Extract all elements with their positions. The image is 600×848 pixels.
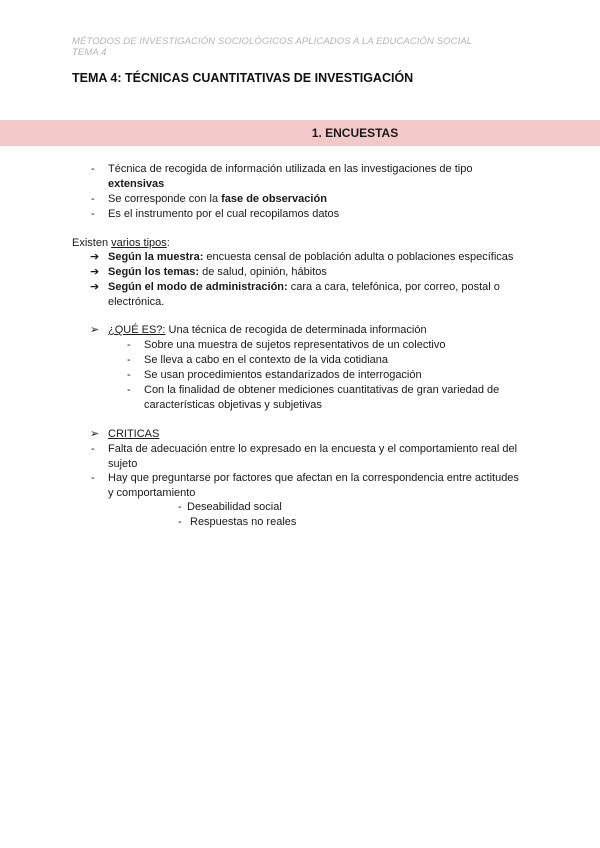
page-title: TEMA 4: TÉCNICAS CUANTITATIVAS DE INVESTIGACIÓN [72,71,414,85]
bullet-text-bold: fase de observación [221,193,327,205]
what-heading [108,323,427,338]
what-item: Se usan procedimientos estandarizados de interrogación [144,369,422,381]
type-label: Según el modo de administración: [108,281,288,293]
arrow-icon: ➔ [90,251,100,263]
chevron-icon: ➢ [90,428,100,440]
section-heading: 1. ENCUESTAS [311,126,399,140]
bullet-text [108,192,327,207]
type-label: Según los temas: [108,266,200,278]
dash-bullet: - [91,193,95,205]
running-header: MÉTODOS DE INVESTIGACIÓN SOCIOLÓGICOS APLICADOS A LA EDUCACIÓN SOCIAL [72,36,473,47]
what-item: Se lleva a cabo en el contexto de la vida cotidiana [144,354,388,366]
running-header-topic: TEMA 4 [72,47,107,58]
types-intro-colon: : [166,237,170,249]
type-text-continued: electrónica. [108,296,165,308]
dash-bullet: - [178,516,182,528]
type-item [108,280,500,295]
types-intro-underlined: varios tipos [111,237,167,249]
what-item: Con la finalidad de obtener mediciones cuantitativas de gran variedad de [144,384,500,396]
what-item-continued: características objetivas y subjetivas [144,399,322,411]
dash-bullet: - [91,472,95,484]
type-item [108,250,513,265]
type-text: encuesta censal de población adulta o poblaciones específicas [203,251,514,263]
type-text: de salud, opinión, hábitos [199,266,327,278]
critic-item: Hay que preguntarse por factores que afectan en la correspondencia entre actitudes [108,472,519,484]
critic-subitem: Deseabilidad social [187,501,282,513]
bullet-text-bold: extensivas [108,178,165,190]
types-intro-part: Existen [72,237,112,249]
what-label: ¿QUÉ ES?: [108,324,166,336]
section-heading-band [0,120,600,146]
types-intro [72,236,170,251]
dash-bullet: - [178,501,182,513]
arrow-icon: ➔ [90,266,100,278]
critic-item-continued: y comportamiento [108,487,196,499]
what-item: Sobre una muestra de sujetos representativos de un colectivo [144,339,446,351]
bullet-text: Es el instrumento por el cual recopilamos datos [108,208,340,220]
what-text: Una técnica de recogida de determinada información [165,324,427,336]
arrow-icon: ➔ [90,281,100,293]
type-item [108,265,327,280]
critics-heading: CRITICAS [108,428,160,440]
type-label: Según la muestra: [108,251,204,263]
bullet-text: Técnica de recogida de información utilizada en las investigaciones de tipo [108,163,473,175]
dash-bullet: - [91,163,95,175]
dash-bullet: - [127,369,131,381]
critic-item: Falta de adecuación entre lo expresado en la encuesta y el comportamiento real del [108,443,518,455]
dash-bullet: - [127,384,131,396]
dash-bullet: - [127,354,131,366]
critic-subitem: Respuestas no reales [190,516,297,528]
bullet-text-part: Se corresponde con la [108,193,222,205]
dash-bullet: - [91,208,95,220]
chevron-icon: ➢ [90,324,100,336]
dash-bullet: - [127,339,131,351]
critic-item-continued: sujeto [108,458,138,470]
dash-bullet: - [91,443,95,455]
type-text: cara a cara, telefónica, por correo, postal o [287,281,500,293]
